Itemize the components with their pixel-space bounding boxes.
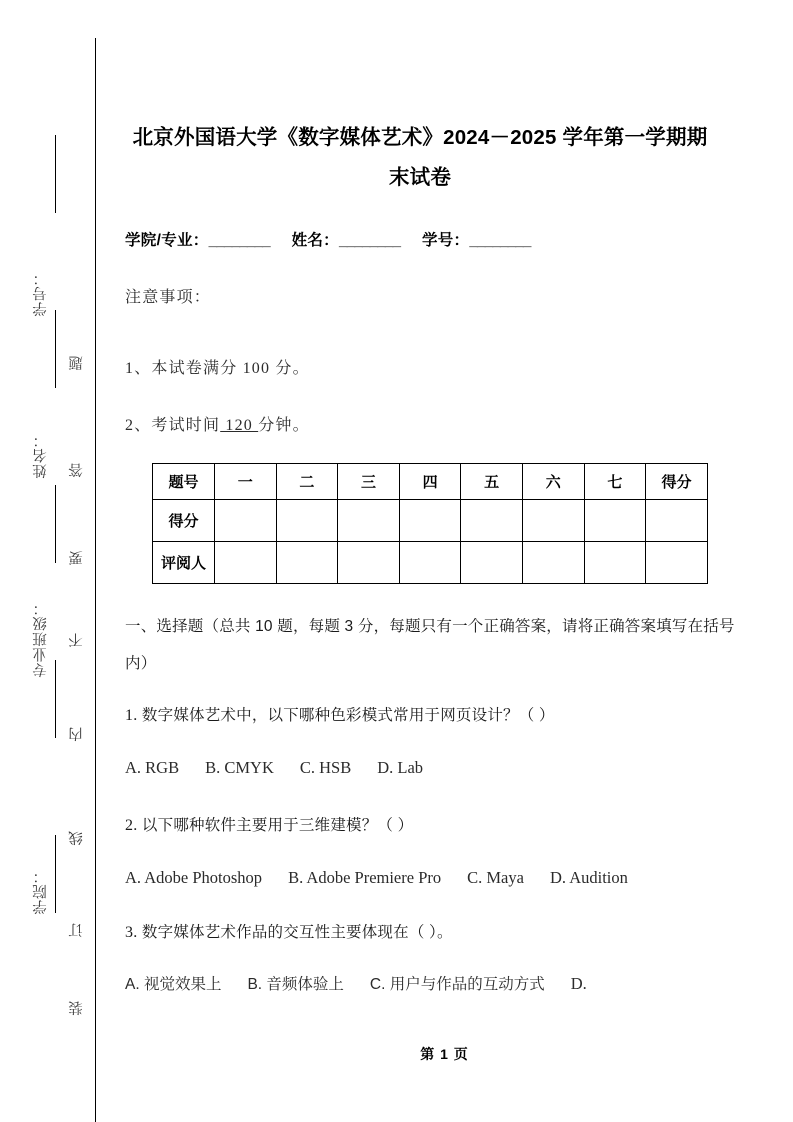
score-cell-0-5[interactable] xyxy=(522,500,584,542)
score-cell-1-0[interactable] xyxy=(215,542,277,584)
score-row-label-reviewer: 评阅人 xyxy=(153,542,215,584)
question-1-number: 1. xyxy=(125,707,138,724)
score-cell-0-3[interactable] xyxy=(399,500,461,542)
score-table-header-7: 七 xyxy=(584,464,646,500)
binding-blank-rule-3 xyxy=(55,485,56,563)
table-row-header xyxy=(153,464,708,500)
score-cell-1-5[interactable] xyxy=(522,542,584,584)
binding-blank-rule-2 xyxy=(55,310,56,388)
margin-mark-yao: 要 xyxy=(69,550,85,566)
score-row-label-score: 得分 xyxy=(153,500,215,542)
notice-item-2 xyxy=(125,412,310,435)
score-cell-1-4[interactable] xyxy=(461,542,523,584)
question-1-option-a[interactable]: A. RGB xyxy=(125,758,180,777)
college-major-blank[interactable]: ________ xyxy=(208,232,270,249)
question-2-option-b[interactable]: B. Adobe Premiere Pro xyxy=(288,868,442,887)
question-2-stem xyxy=(125,813,413,835)
name-label: 姓名： xyxy=(291,232,339,249)
score-table-header-3: 三 xyxy=(338,464,400,500)
notice-heading: 注意事项： xyxy=(125,289,212,306)
margin-mark-zhuang: 装 xyxy=(69,1000,85,1016)
question-3-text: 数字媒体艺术作品的交互性主要体现在（ ）。 xyxy=(141,924,453,941)
page-footer: 第 1 页 xyxy=(420,1046,469,1062)
score-table-header-1: 一 xyxy=(215,464,277,500)
notice-item-2-prefix: 2、考试时间 xyxy=(125,417,221,434)
margin-mark-nei: 内 xyxy=(69,726,85,742)
page-title: 北京外国语大学《数字媒体艺术》2024－2025 学年第一学期期末试卷 xyxy=(132,126,708,189)
table-row xyxy=(153,542,708,584)
margin-mark-da: 答 xyxy=(69,462,85,478)
question-1-text: 数字媒体艺术中，以下哪种色彩模式常用于网页设计？（ ） xyxy=(141,707,555,724)
score-cell-0-0[interactable] xyxy=(215,500,277,542)
question-3-options xyxy=(125,972,587,994)
score-table-header-0: 题号 xyxy=(153,464,215,500)
student-id-blank[interactable]: ________ xyxy=(469,232,531,249)
score-cell-1-7[interactable] xyxy=(646,542,708,584)
exam-page-body xyxy=(96,0,793,1122)
notice-item-1: 1、本试卷满分 100 分。 xyxy=(125,360,310,377)
section-1-heading: 一、选择题（总共 10 题，每题 3 分，每题只有一个正确答案，请将正确答案填写在括号内） xyxy=(125,618,735,672)
question-1-option-b[interactable]: B. CMYK xyxy=(205,758,274,777)
margin-label-student-id: 学号： xyxy=(33,270,49,317)
score-table-header-8: 得分 xyxy=(646,464,708,500)
question-3-option-b[interactable]: B. 音频体验上 xyxy=(247,976,344,993)
question-1-options xyxy=(125,758,423,778)
question-2-option-a[interactable]: A. Adobe Photoshop xyxy=(125,868,263,887)
binding-blank-rule-5 xyxy=(55,835,56,913)
question-1-option-d[interactable]: D. Lab xyxy=(377,758,424,777)
score-table xyxy=(152,463,708,584)
question-2-option-d[interactable]: D. Audition xyxy=(549,868,628,887)
margin-mark-bu: 不 xyxy=(69,632,85,648)
score-table-header-2: 二 xyxy=(276,464,338,500)
question-1-stem xyxy=(125,703,555,725)
question-3-option-c[interactable]: C. 用户与作品的互动方式 xyxy=(369,976,545,993)
score-cell-1-1[interactable] xyxy=(276,542,338,584)
score-cell-1-2[interactable] xyxy=(338,542,400,584)
margin-label-name: 姓名： xyxy=(33,432,49,479)
score-cell-0-6[interactable] xyxy=(584,500,646,542)
question-2-text: 以下哪种软件主要用于三维建模？（ ） xyxy=(141,817,414,834)
name-blank[interactable]: ________ xyxy=(338,232,400,249)
score-cell-1-6[interactable] xyxy=(584,542,646,584)
score-cell-0-4[interactable] xyxy=(461,500,523,542)
question-2-number: 2. xyxy=(125,817,138,834)
margin-label-class: 专业班级： xyxy=(33,600,49,678)
score-table-header-6: 六 xyxy=(522,464,584,500)
student-id-label: 学号： xyxy=(421,232,470,249)
college-major-label: 学院/专业： xyxy=(125,232,209,249)
margin-label-college: 学院： xyxy=(33,868,49,915)
score-cell-0-2[interactable] xyxy=(338,500,400,542)
exam-duration-value: 120 xyxy=(220,417,259,434)
question-3-option-d[interactable]: D. xyxy=(570,974,587,993)
question-3-option-a[interactable]: A. 视觉效果上 xyxy=(125,976,222,993)
margin-mark-xian: 线 xyxy=(69,830,85,846)
question-2-option-c[interactable]: C. Maya xyxy=(467,868,524,887)
score-cell-0-7[interactable] xyxy=(646,500,708,542)
question-2-options xyxy=(125,868,628,888)
score-cell-0-1[interactable] xyxy=(276,500,338,542)
student-info-line xyxy=(125,228,765,250)
question-3-stem xyxy=(125,920,453,942)
binding-blank-rule-4 xyxy=(55,660,56,738)
notice-item-2-suffix: 分钟。 xyxy=(258,417,310,434)
score-table-header-5: 五 xyxy=(461,464,523,500)
margin-mark-ding: 订 xyxy=(69,922,85,938)
score-table-header-4: 四 xyxy=(399,464,461,500)
margin-mark-ti: 题 xyxy=(69,355,85,371)
question-1-option-c[interactable]: C. HSB xyxy=(299,758,352,777)
question-3-number: 3. xyxy=(125,924,138,941)
table-row xyxy=(153,500,708,542)
score-cell-1-3[interactable] xyxy=(399,542,461,584)
binding-blank-rule-1 xyxy=(55,135,56,213)
binding-margin xyxy=(0,0,96,1122)
